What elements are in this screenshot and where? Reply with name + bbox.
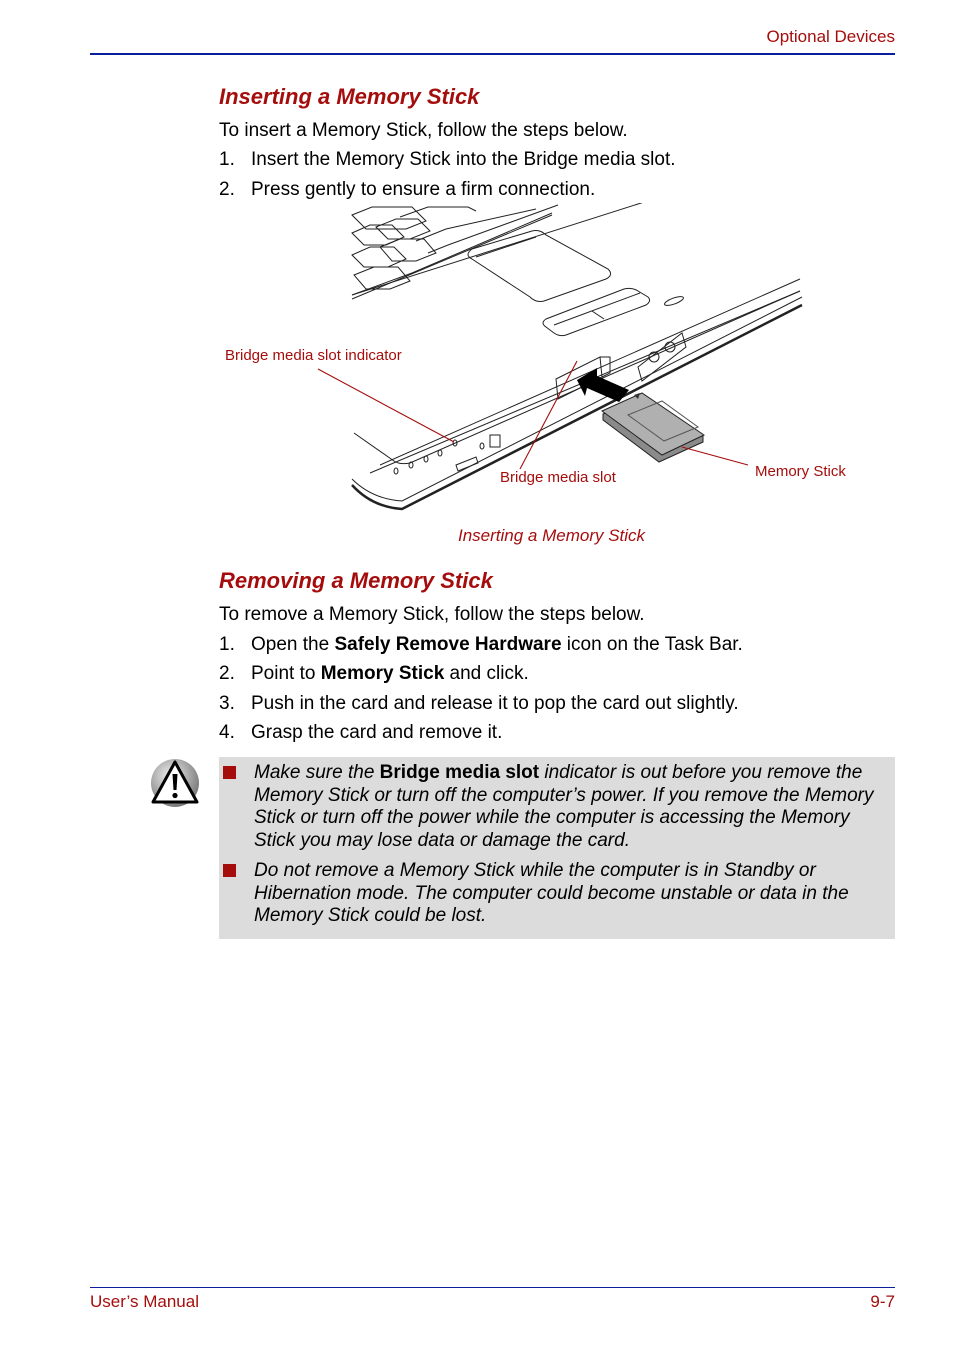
inserting-intro: To insert a Memory Stick, follow the steps below. xyxy=(219,120,628,141)
header-rule xyxy=(90,53,895,55)
caution-item xyxy=(254,762,894,852)
bullet-square-icon xyxy=(223,766,236,779)
removing-step xyxy=(219,722,502,744)
callout-media-slot: Bridge media slot xyxy=(500,469,616,486)
memory-stick-insertion-illustration xyxy=(220,203,860,515)
step-text: and click. xyxy=(444,663,529,684)
step-text-bold: Safely Remove Hardware xyxy=(334,634,562,655)
bullet-square-icon xyxy=(223,864,236,877)
removing-step xyxy=(219,663,529,685)
caution-text: Do not remove a Memory Stick while the computer is in Standby or Hibernation mode. The computer could become unstable or data in the Memory Stick could be lost. xyxy=(254,860,849,927)
step-number: 1. xyxy=(219,149,235,170)
section-title-inserting: Inserting a Memory Stick xyxy=(219,84,480,109)
step-text: Point to xyxy=(251,663,321,684)
callout-slot-indicator: Bridge media slot indicator xyxy=(225,347,402,364)
step-text-bold: Memory Stick xyxy=(320,663,445,684)
step-text: Grasp the card and remove it. xyxy=(251,722,503,743)
step-number: 2. xyxy=(219,179,235,200)
caution-text-bold: Bridge media slot xyxy=(379,762,540,783)
caution-text: Make sure the xyxy=(254,762,380,783)
warning-icon xyxy=(148,756,202,810)
caution-item xyxy=(254,860,894,928)
step-number: 3. xyxy=(219,693,235,714)
removing-step xyxy=(219,693,739,715)
step-number: 1. xyxy=(219,634,235,655)
callout-memory-stick: Memory Stick xyxy=(755,463,846,480)
step-text: Open the xyxy=(251,634,335,655)
step-text: icon on the Task Bar. xyxy=(561,634,743,655)
step-text: Press gently to ensure a firm connection. xyxy=(251,179,596,200)
memory-stick-card xyxy=(602,393,704,462)
caution-text: indicator is out before you remove the Memory Stick or turn off the computer’s power. If you remove the Memory Stick or turn off the power while the computer is accessing the Memory Stick you may lose data or damage the card. xyxy=(254,762,874,851)
inserting-step xyxy=(219,149,676,171)
page-number: 9-7 xyxy=(870,1292,895,1311)
section-title-removing: Removing a Memory Stick xyxy=(219,568,493,593)
figure-caption: Inserting a Memory Stick xyxy=(458,526,646,545)
removing-step xyxy=(219,634,743,656)
step-text: Insert the Memory Stick into the Bridge media slot. xyxy=(251,149,676,170)
footer-rule xyxy=(90,1287,895,1288)
footer-manual-title: User’s Manual xyxy=(90,1292,199,1311)
running-header: Optional Devices xyxy=(766,27,895,46)
step-text: Push in the card and release it to pop the card out slightly. xyxy=(251,693,739,714)
step-number: 4. xyxy=(219,722,235,743)
step-number: 2. xyxy=(219,663,235,684)
removing-intro: To remove a Memory Stick, follow the steps below. xyxy=(219,604,645,625)
inserting-step xyxy=(219,179,595,201)
